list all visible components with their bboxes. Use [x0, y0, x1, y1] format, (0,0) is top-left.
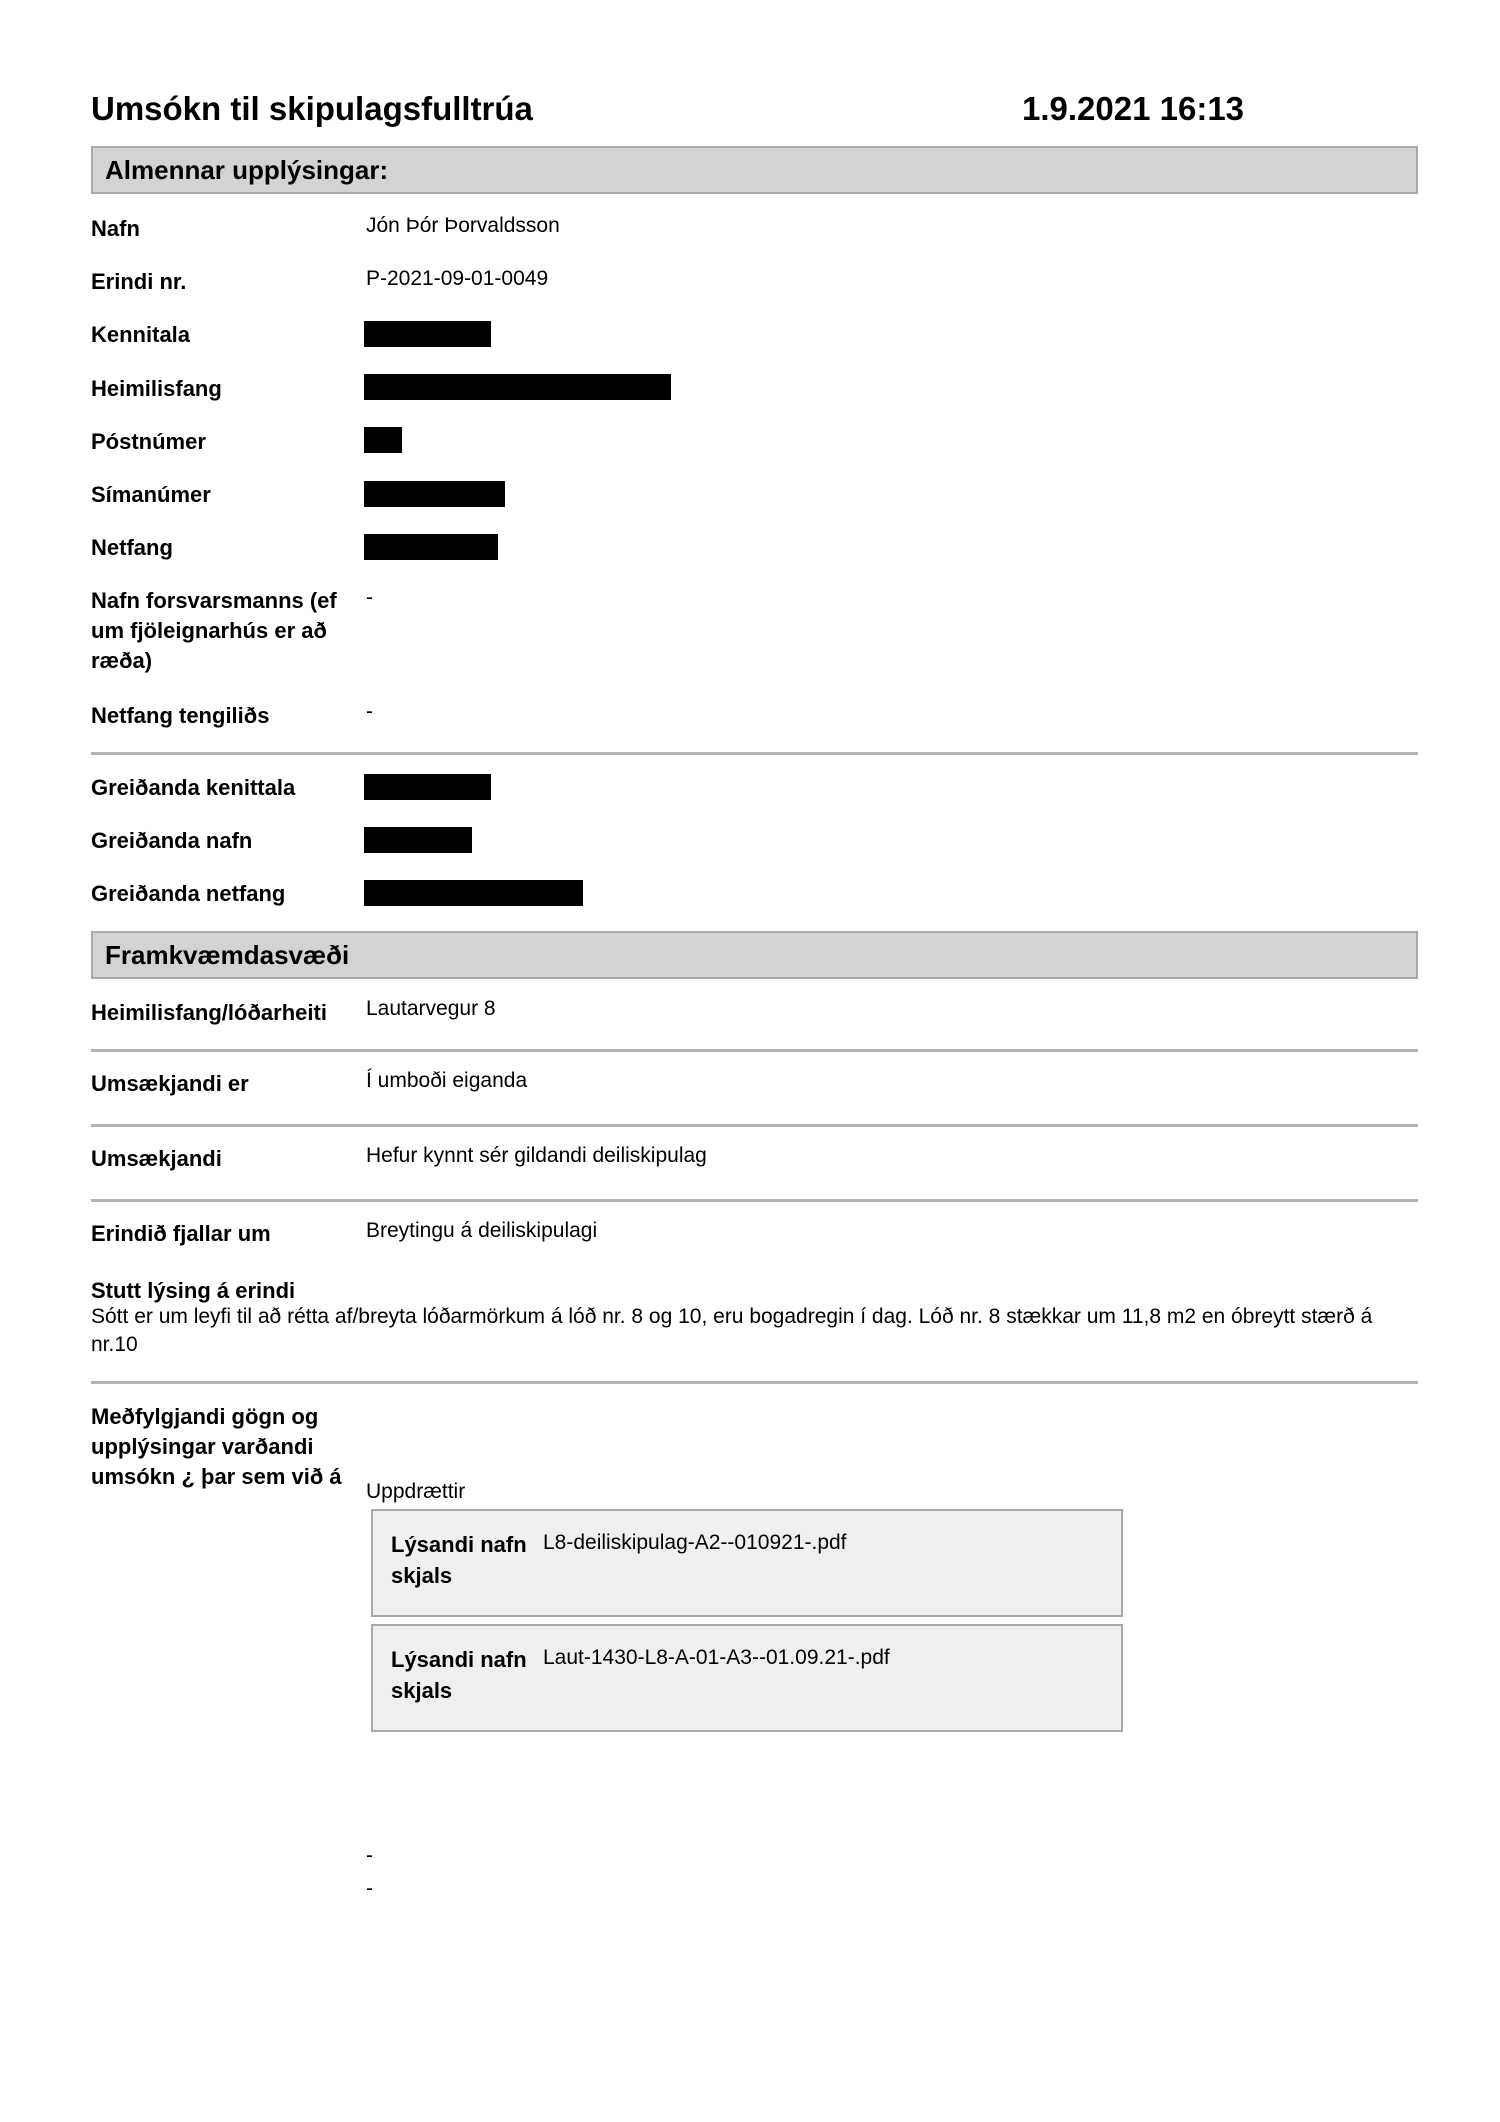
divider — [91, 1199, 1418, 1202]
payer-kennitala-label: Greiðanda kenittala — [91, 775, 296, 800]
payer-email-redacted — [364, 880, 583, 906]
address-label: Heimilisfang — [91, 376, 222, 401]
kennitala-label: Kennitala — [91, 322, 191, 347]
divider — [91, 1049, 1418, 1052]
payer-email-label: Greiðanda netfang — [91, 881, 286, 906]
applicant-value: Hefur kynnt sér gildandi deiliskipulag — [366, 1144, 707, 1167]
submission-datetime: 1.9.2021 16:13 — [1022, 90, 1245, 127]
contact-email-value: - — [366, 700, 373, 723]
payer-kennitala-redacted — [364, 774, 491, 800]
subject-value: Breytingu á deiliskipulagi — [366, 1219, 598, 1242]
name-value: Jón Þór Þorvaldsson — [366, 214, 560, 237]
payer-name-label: Greiðanda nafn — [91, 828, 253, 853]
divider — [91, 752, 1418, 755]
email-redacted — [364, 534, 498, 560]
kennitala-redacted — [364, 321, 491, 347]
representative-label: Nafn forsvarsmanns (ef um fjöleignarhús er að ræða) — [91, 588, 337, 673]
representative-value: - — [366, 586, 373, 609]
phone-redacted — [364, 481, 505, 507]
attachment-item — [371, 1509, 1123, 1617]
email-label: Netfang — [91, 535, 173, 560]
general-info-header: Almennar upplýsingar: — [91, 146, 1418, 194]
contact-email-label: Netfang tengiliðs — [91, 703, 270, 728]
address-redacted — [364, 374, 671, 400]
applicant-is-label: Umsækjandi er — [91, 1071, 249, 1096]
attachments-category: Uppdrættir — [366, 1480, 466, 1503]
attachment-label: Lýsandi nafn skjals — [391, 1647, 527, 1703]
applicant-is-value: Í umboði eiganda — [366, 1069, 528, 1092]
site-header: Framkvæmdasvæði — [91, 931, 1418, 979]
attachment-label: Lýsandi nafn skjals — [391, 1532, 527, 1588]
page-title: Umsókn til skipulagsfulltrúa — [91, 90, 533, 127]
divider — [91, 1381, 1418, 1384]
name-label: Nafn — [91, 216, 140, 241]
description-text: Sótt er um leyfi til að rétta af/breyta lóðarmörkum á lóð nr. 8 og 10, eru bogadregin í dag. Lóð nr. 8 stækkar um 11,8 m2 en óbreytt stærð á nr.10 — [91, 1305, 1373, 1356]
attachment-filename[interactable]: Laut-1430-L8-A-01-A3--01.09.21-.pdf — [543, 1646, 890, 1669]
trailing-value: - — [366, 1877, 373, 1900]
postcode-label: Póstnúmer — [91, 429, 206, 454]
trailing-value: - — [366, 1844, 373, 1867]
postcode-redacted — [364, 427, 402, 453]
case-number-value: P-2021-09-01-0049 — [366, 267, 549, 290]
attachment-filename[interactable]: L8-deiliskipulag-A2--010921-.pdf — [543, 1531, 847, 1554]
phone-label: Símanúmer — [91, 482, 211, 507]
site-address-value: Lautarvegur 8 — [366, 997, 496, 1020]
description-label: Stutt lýsing á erindi — [91, 1278, 296, 1303]
attachments-label: Meðfylgjandi gögn og upplýsingar varðandi umsókn ¿ þar sem við á — [91, 1404, 342, 1489]
site-address-label: Heimilisfang/lóðarheiti — [91, 1000, 327, 1025]
divider — [91, 1124, 1418, 1127]
applicant-label: Umsækjandi — [91, 1146, 222, 1171]
attachment-item — [371, 1624, 1123, 1732]
subject-label: Erindið fjallar um — [91, 1221, 271, 1246]
payer-name-redacted — [364, 827, 472, 853]
case-number-label: Erindi nr. — [91, 269, 187, 294]
